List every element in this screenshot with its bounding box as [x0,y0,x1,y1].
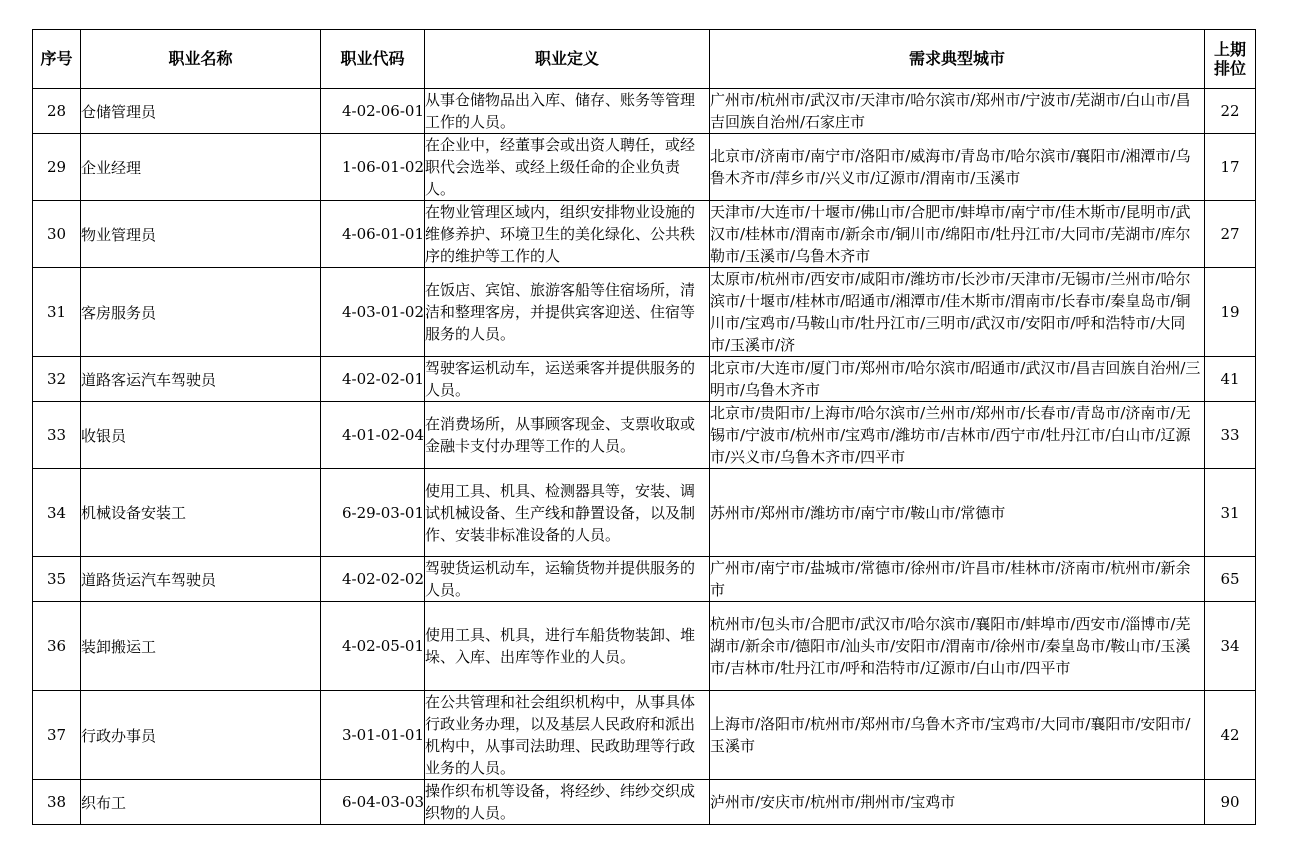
row-prev-rank: 27 [1205,201,1256,268]
row-seq: 28 [33,89,81,134]
row-definition: 使用工具、机具，进行车船货物装卸、堆垛、入库、出库等作业的人员。 [425,626,696,666]
row-code: 4-03-01-02 [321,268,425,357]
row-name: 行政办事员 [81,691,321,780]
row-name: 道路货运汽车驾驶员 [81,557,321,602]
row-seq: 38 [33,780,81,825]
row-definition-cell [425,691,710,780]
row-prev-rank: 33 [1205,402,1256,469]
table-row [33,402,1256,469]
row-definition-cell [425,357,710,402]
row-definition: 在公共管理和社会组织机构中，从事具体行政业务办理，以及基层人民政府和派出机构中，从事司法助理、民政助理等行政业务的人员。 [425,693,696,777]
row-definition: 在饭店、宾馆、旅游客船等住宿场所，清洁和整理客房，并提供宾客迎送、住宿等服务的人员。 [425,281,696,343]
row-prev-rank: 41 [1205,357,1256,402]
row-definition-cell [425,557,710,602]
row-cities: 天津市/大连市/十堰市/佛山市/合肥市/蚌埠市/南宁市/佳木斯市/昆明市/武汉市/桂林市/渭南市/新余市/铜川市/绵阳市/牡丹江市/大同市/芜湖市/库尔勒市/玉溪市/乌鲁木齐市 [710,203,1191,265]
table-row [33,780,1256,825]
row-prev-rank: 19 [1205,268,1256,357]
row-cities-cell [710,402,1205,469]
header-prev-rank [1205,30,1256,89]
row-definition: 在企业中，经董事会或出资人聘任，或经职代会选举、或经上级任命的企业负责人。 [425,136,696,198]
row-name: 客房服务员 [81,268,321,357]
header-seq: 序号 [33,30,81,89]
row-definition: 驾驶货运机动车，运输货物并提供服务的人员。 [425,559,696,599]
row-code: 6-04-03-03 [321,780,425,825]
row-definition-cell [425,602,710,691]
row-cities-cell [710,89,1205,134]
row-definition-cell [425,268,710,357]
row-code: 4-02-02-02 [321,557,425,602]
table-row [33,268,1256,357]
row-name: 道路客运汽车驾驶员 [81,357,321,402]
row-seq: 30 [33,201,81,268]
row-prev-rank: 90 [1205,780,1256,825]
row-definition-cell [425,201,710,268]
row-name: 收银员 [81,402,321,469]
table-row [33,557,1256,602]
row-prev-rank: 17 [1205,134,1256,201]
table-row [33,602,1256,691]
row-code: 4-02-06-01 [321,89,425,134]
row-definition-cell [425,780,710,825]
row-name: 仓储管理员 [81,89,321,134]
row-definition-cell [425,469,710,557]
row-definition: 从事仓储物品出入库、储存、账务等管理工作的人员。 [425,91,696,131]
row-cities: 广州市/杭州市/武汉市/天津市/哈尔滨市/郑州市/宁波市/芜湖市/白山市/昌吉回族自治州/石家庄市 [710,91,1191,131]
header-row [33,30,1256,89]
row-name: 机械设备安装工 [81,469,321,557]
row-code: 1-06-01-02 [321,134,425,201]
header-prev-rank-text: 上期排位 [1213,40,1246,78]
row-cities-cell [710,557,1205,602]
table-row [33,691,1256,780]
row-definition-cell [425,134,710,201]
row-prev-rank: 22 [1205,89,1256,134]
row-seq: 32 [33,357,81,402]
header-definition: 职业定义 [425,30,710,89]
row-cities: 杭州市/包头市/合肥市/武汉市/哈尔滨市/襄阳市/蚌埠市/西安市/淄博市/芜湖市/新余市/德阳市/汕头市/安阳市/渭南市/徐州市/秦皇岛市/鞍山市/玉溪市/吉林市/牡丹江市/呼和浩特市/辽源市/白山市/四平市 [710,615,1191,677]
row-definition: 在消费场所，从事顾客现金、支票收取或金融卡支付办理等工作的人员。 [425,415,696,455]
row-prev-rank: 65 [1205,557,1256,602]
row-seq: 37 [33,691,81,780]
table-row [33,469,1256,557]
row-code: 4-01-02-04 [321,402,425,469]
row-code: 4-02-05-01 [321,602,425,691]
row-code: 4-06-01-01 [321,201,425,268]
row-cities-cell [710,357,1205,402]
row-code: 6-29-03-01 [321,469,425,557]
row-seq: 36 [33,602,81,691]
header-name: 职业名称 [81,30,321,89]
row-code: 3-01-01-01 [321,691,425,780]
row-seq: 35 [33,557,81,602]
row-seq: 34 [33,469,81,557]
row-definition-cell [425,402,710,469]
row-prev-rank: 42 [1205,691,1256,780]
table-row [33,201,1256,268]
row-cities-cell [710,780,1205,825]
row-cities: 泸州市/安庆市/杭州市/荆州市/宝鸡市 [710,793,956,811]
row-prev-rank: 31 [1205,469,1256,557]
row-definition: 使用工具、机具、检测器具等，安装、调试机械设备、生产线和静置设备，以及制作、安装非标准设备的人员。 [425,481,696,544]
row-definition: 在物业管理区域内，组织安排物业设施的维修养护、环境卫生的美化绿化、公共秩序的维护等工作的人 [425,203,696,265]
row-name: 织布工 [81,780,321,825]
table-row [33,89,1256,134]
row-definition: 操作织布机等设备，将经纱、纬纱交织成织物的人员。 [425,782,696,822]
row-name: 物业管理员 [81,201,321,268]
row-cities: 广州市/南宁市/盐城市/常德市/徐州市/许昌市/桂林市/济南市/杭州市/新余市 [710,559,1191,599]
row-name: 装卸搬运工 [81,602,321,691]
row-cities: 苏州市/郑州市/潍坊市/南宁市/鞍山市/常德市 [710,503,1006,522]
row-definition: 驾驶客运机动车，运送乘客并提供服务的人员。 [425,359,696,399]
row-cities-cell [710,201,1205,268]
row-cities-cell [710,268,1205,357]
row-seq: 33 [33,402,81,469]
row-cities-cell [710,602,1205,691]
row-cities-cell [710,134,1205,201]
header-cities: 需求典型城市 [710,30,1205,89]
row-cities: 上海市/洛阳市/杭州市/郑州市/乌鲁木齐市/宝鸡市/大同市/襄阳市/安阳市/玉溪市 [710,715,1191,755]
row-cities: 北京市/贵阳市/上海市/哈尔滨市/兰州市/郑州市/长春市/青岛市/济南市/无锡市/宁波市/杭州市/宝鸡市/潍坊市/吉林市/西宁市/牡丹江市/白山市/辽源市/兴义市/乌鲁木齐市/四平市 [710,404,1191,466]
row-cities-cell [710,469,1205,557]
row-code: 4-02-02-01 [321,357,425,402]
row-cities: 北京市/济南市/南宁市/洛阳市/威海市/青岛市/哈尔滨市/襄阳市/湘潭市/乌鲁木齐市/萍乡市/兴义市/辽源市/渭南市/玉溪市 [710,147,1191,187]
row-seq: 29 [33,134,81,201]
occupation-table [32,29,1256,825]
row-prev-rank: 34 [1205,602,1256,691]
row-definition-cell [425,89,710,134]
row-name: 企业经理 [81,134,321,201]
row-cities: 太原市/杭州市/西安市/咸阳市/潍坊市/长沙市/天津市/无锡市/兰州市/哈尔滨市/十堰市/桂林市/昭通市/湘潭市/佳木斯市/渭南市/长春市/秦皇岛市/铜川市/宝鸡市/马鞍山市/牡丹江市/三明市/武汉市/安阳市/呼和浩特市/大同市/玉溪市/济 [710,270,1191,354]
row-cities: 北京市/大连市/厦门市/郑州市/哈尔滨市/昭通市/武汉市/昌吉回族自治州/三明市/乌鲁木齐市 [710,359,1201,399]
row-seq: 31 [33,268,81,357]
header-code: 职业代码 [321,30,425,89]
row-cities-cell [710,691,1205,780]
table-row [33,357,1256,402]
table-row [33,134,1256,201]
